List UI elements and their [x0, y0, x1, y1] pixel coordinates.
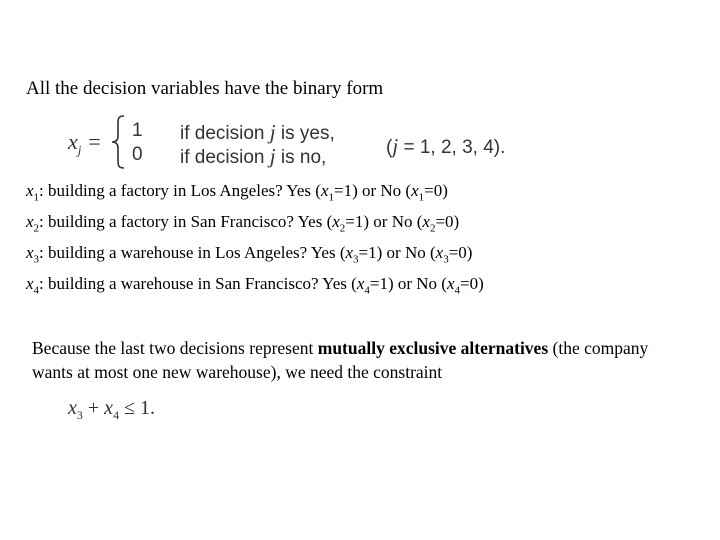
case-yes-value: 1	[132, 120, 143, 141]
constraint-formula: $x_3 + x_4 \le 1$.	[68, 397, 156, 422]
index-range: (j = 1, 2, 3, 4).	[386, 134, 506, 158]
case-no-value: 0	[132, 144, 143, 165]
variable-line-x1: $x_1$: building a factory in Los Angeles? Yes $(x_1=1)$ or No $(x_1=0)$	[26, 181, 448, 204]
explanation-paragraph: Because the last two decisions represent mutually exclusive alternatives (the company wants at most one new warehouse), we need the constraint	[32, 338, 649, 382]
intro-text: All the decision variables have the binary form	[26, 78, 384, 99]
case-yes-condition: if decision j is yes,	[180, 120, 335, 144]
case-no-condition: if decision j is no,	[180, 144, 327, 168]
variable-list	[26, 178, 484, 302]
formula-lhs: $x_j$ =	[68, 129, 102, 158]
emphasis-text: mutually exclusive alternatives	[317, 338, 549, 358]
variable-line-x3: $x_3$: building a warehouse in Los Angeles? Yes $(x_3=1)$ or No $(x_3=0)$	[26, 243, 473, 266]
left-brace-icon	[110, 115, 126, 169]
variable-line-x2: $x_2$: building a factory in San Francisco? Yes $(x_2=1)$ or No $(x_2=0)$	[26, 212, 460, 235]
variable-line-x4: $x_4$: building a warehouse in San Francisco? Yes $(x_4=1)$ or No $(x_4=0)$	[26, 274, 484, 297]
binary-variable-formula	[68, 114, 528, 172]
